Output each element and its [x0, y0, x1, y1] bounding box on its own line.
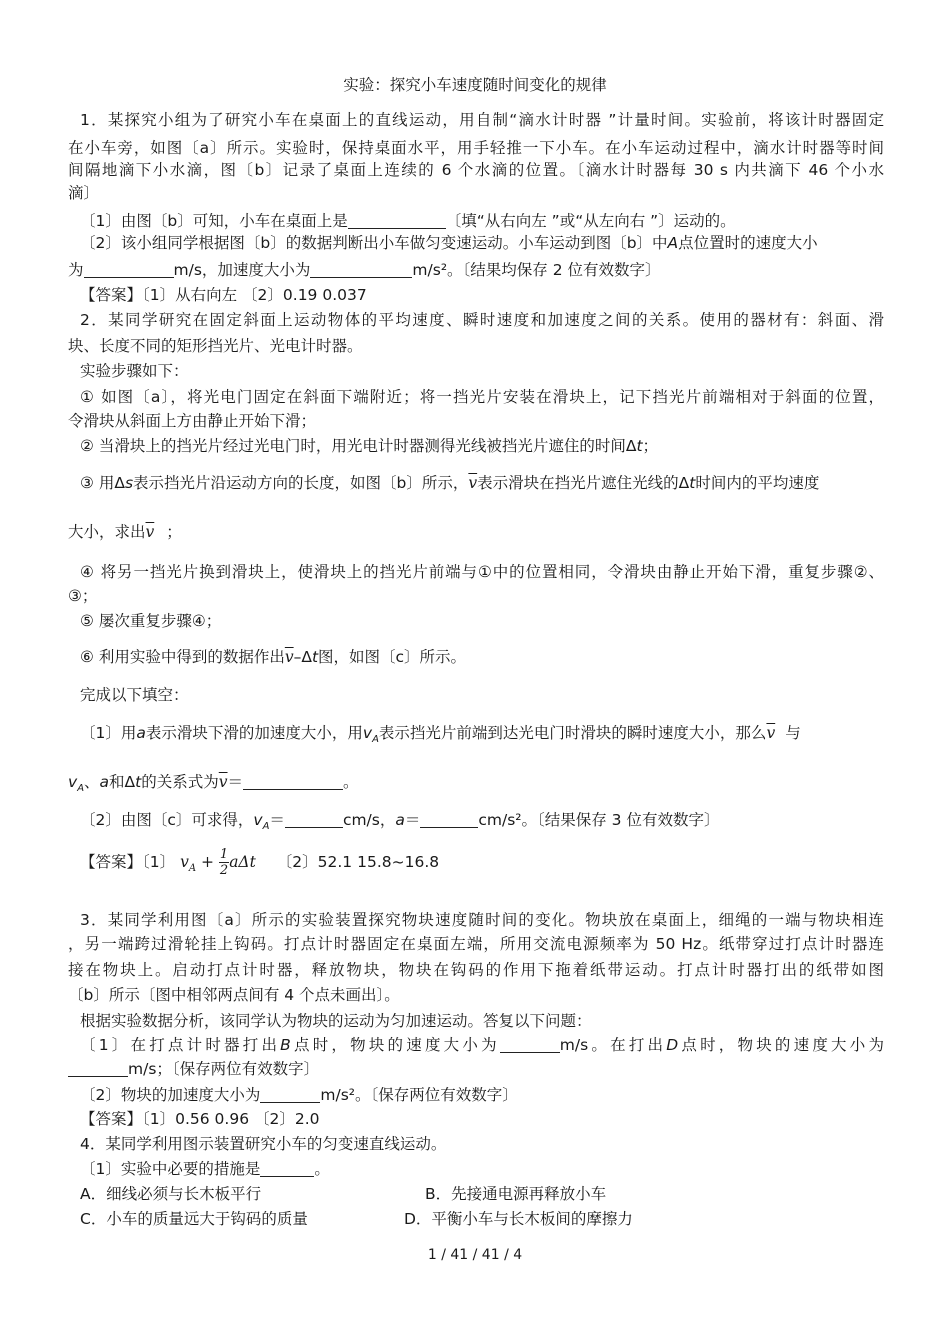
answer-blank[interactable]	[500, 1036, 560, 1053]
answer-blank[interactable]	[420, 811, 478, 828]
answer-blank[interactable]	[310, 261, 412, 278]
q2-step-3: ③ 用Δs表示挡光片沿运动方向的长度，如图〔b〕所示，$\overline{v}$表示滑块在挡光片遮住光线的Δt时间内的平均速度	[80, 474, 820, 492]
formula-fraction: $\frac{1}{2}$	[219, 847, 229, 878]
q4-part-1: 〔1〕实验中必要的措施是 。	[80, 1160, 330, 1178]
q3-part-1: 〔1〕在打点计时器打出B点时，物块的速度大小为 m/s。在打出D点时，物块的速度大小为	[80, 1036, 884, 1054]
q2-fill-1-cont: $v_A$、a和Δt的关系式为$\overline{v}=$ 。	[68, 773, 359, 795]
q1-stem-line-4: 滴〕	[68, 184, 100, 202]
answer-blank[interactable]	[68, 1060, 128, 1077]
q2-step-1: ① 如图〔a〕，将光电门固定在斜面下端附近；将一挡光片安装在滑块上，记下挡光片前端相对于斜面的位置，	[80, 388, 884, 406]
q1-answer: 【答案】〔1〕从右向左 〔2〕0.19 0.037	[80, 286, 367, 304]
q2-step-4: ④ 将另一挡光片换到滑块上，使滑块上的挡光片前端与①中的位置相同，令滑块由静止开始下滑，重复步骤②、	[80, 563, 884, 581]
v-bar-symbol: $\overline{v}$	[218, 773, 228, 791]
answer-blank[interactable]	[243, 773, 343, 790]
q1-part-2-cont: 为 m/s，加速度大小为 m/s²。〔结果均保存 2 位有效数字〕	[68, 261, 661, 279]
answer-blank[interactable]	[348, 212, 446, 229]
v-bar-symbol: $\overline{v}$	[468, 474, 478, 492]
q3-answer: 【答案】〔1〕0.56 0.96 〔2〕2.0	[80, 1110, 320, 1128]
q2-stem-line-1: 2．某同学研究在固定斜面上运动物体的平均速度、瞬时速度和加速度之间的关系。使用的器材有：斜面、滑	[80, 311, 884, 329]
q1-stem-line-3: 间隔地滴下小水滴，图〔b〕记录了桌面上连续的 6 个水滴的位置。〔滴水计时器每 30 s 内共滴下 46 个小水	[68, 161, 884, 179]
answer-blank[interactable]	[84, 261, 174, 278]
q2-step-6: ⑥ 利用实验中得到的数据作出$\overline{v}-\Delta t$图，如图〔c〕所示。	[80, 648, 467, 666]
formula-v: v	[180, 853, 189, 871]
answer-blank[interactable]	[285, 811, 343, 828]
v-bar-symbol: $\overline{v}$	[766, 724, 776, 742]
q1-stem-line-1: 1．某探究小组为了研究小车在桌面上的直线运动，用自制“滴水计时器 ”计量时间。实验前，将该计时器固定	[80, 111, 884, 129]
v-bar-symbol: $\overline{v}$	[284, 648, 294, 666]
q1-part-2: 〔2〕该小组同学根据图〔b〕的数据判断出小车做匀变速运动。小车运动到图〔b〕中A点位置时的速度大小	[80, 234, 818, 252]
answer-blank[interactable]	[260, 1160, 314, 1177]
q2-step-5: ⑤ 屡次重复步骤④；	[80, 612, 222, 630]
q3-instruction: 根据实验数据分析，该同学认为物块的运动为匀加速运动。答复以下问题：	[80, 1012, 592, 1030]
page-footer: 1 / 41 / 41 / 4	[427, 1247, 523, 1263]
q4-option-b[interactable]: B．先接通电源再释放小车	[425, 1185, 607, 1203]
q3-stem-line-1: 3．某同学利用图〔a〕所示的实验装置探究物块速度随时间的变化。物块放在桌面上，细绳的一端与物块相连	[80, 911, 884, 929]
q3-part-1-cont: m/s；〔保存两位有效数字〕	[68, 1058, 884, 1080]
q3-stem-line-2: ，另一端跨过滑轮挂上钩码。打点计时器固定在桌面左端，所用交流电源频率为 50 Hz。纸带穿过打点计时器连	[68, 935, 884, 953]
q2-fill-2: 〔2〕由图〔c〕可求得，$v_A= cm/s$，a＝ cm/s²。〔结果保存 3 位有效数字〕	[80, 811, 720, 833]
q2-fill-1: 〔1〕用a表示滑块下滑的加速度大小，用$v_A$表示挡光片前端到达光电门时滑块的瞬时速度大小，那么$\overline{v}$ 与	[80, 724, 801, 746]
q3-stem-line-3: 接在物块上。启动打点计时器，释放物块，物块在钩码的作用下拖着纸带运动。打点计时器打出的纸带如图	[68, 961, 884, 979]
v-bar-symbol: $\overline{v}$	[145, 523, 155, 541]
q2-stem-line-2: 块、长度不同的矩形挡光片、光电计时器。	[68, 337, 363, 355]
q4-option-c[interactable]: C．小车的质量远大于钩码的质量	[80, 1210, 308, 1228]
q3-stem-line-4: 〔b〕所示〔图中相邻两点间有 4 个点未画出〕。	[68, 986, 400, 1004]
q1-stem-line-2: 在小车旁，如图〔a〕所示。实验时，保持桌面水平，用手轻推一下小车。在小车运动过程中，滴水计时器等时间	[68, 139, 884, 157]
q2-step-1-cont: 令滑块从斜面上方由静止开始下滑；	[68, 412, 317, 430]
q2-answer: 【答案】〔1〕 $v_A$ + $\frac{1}{2}$ aΔt 〔2〕52.1 15.8~16.8	[80, 847, 440, 878]
q3-part-2: 〔2〕物块的加速度大小为 m/s²。〔保存两位有效数字〕	[80, 1086, 518, 1104]
q2-fill-heading: 完成以下填空：	[80, 686, 189, 704]
answer-blank[interactable]	[260, 1086, 320, 1103]
q2-steps-heading: 实验步骤如下：	[80, 362, 189, 380]
q4-option-d[interactable]: D．平衡小车与长木板间的摩擦力	[404, 1210, 633, 1228]
q2-step-2: ② 当滑块上的挡光片经过光电门时，用光电计时器测得光线被挡光片遮住的时间Δt；	[80, 437, 659, 455]
q4-option-a[interactable]: A．细线必须与长木板平行	[80, 1185, 262, 1203]
page-title: 实验：探究小车速度随时间变化的规律	[343, 76, 607, 94]
q2-step-3-cont: 大小，求出$\overline{v}$ ；	[68, 523, 182, 541]
q2-step-4-cont: ③；	[68, 587, 98, 605]
q4-stem: 4．某同学利用图示装置研究小车的匀变速直线运动。	[80, 1135, 447, 1153]
q1-part-1: 〔1〕由图〔b〕可知，小车在桌面上是 〔填“从右向左 ”或“从左向右 ”〕运动的。	[80, 212, 736, 230]
